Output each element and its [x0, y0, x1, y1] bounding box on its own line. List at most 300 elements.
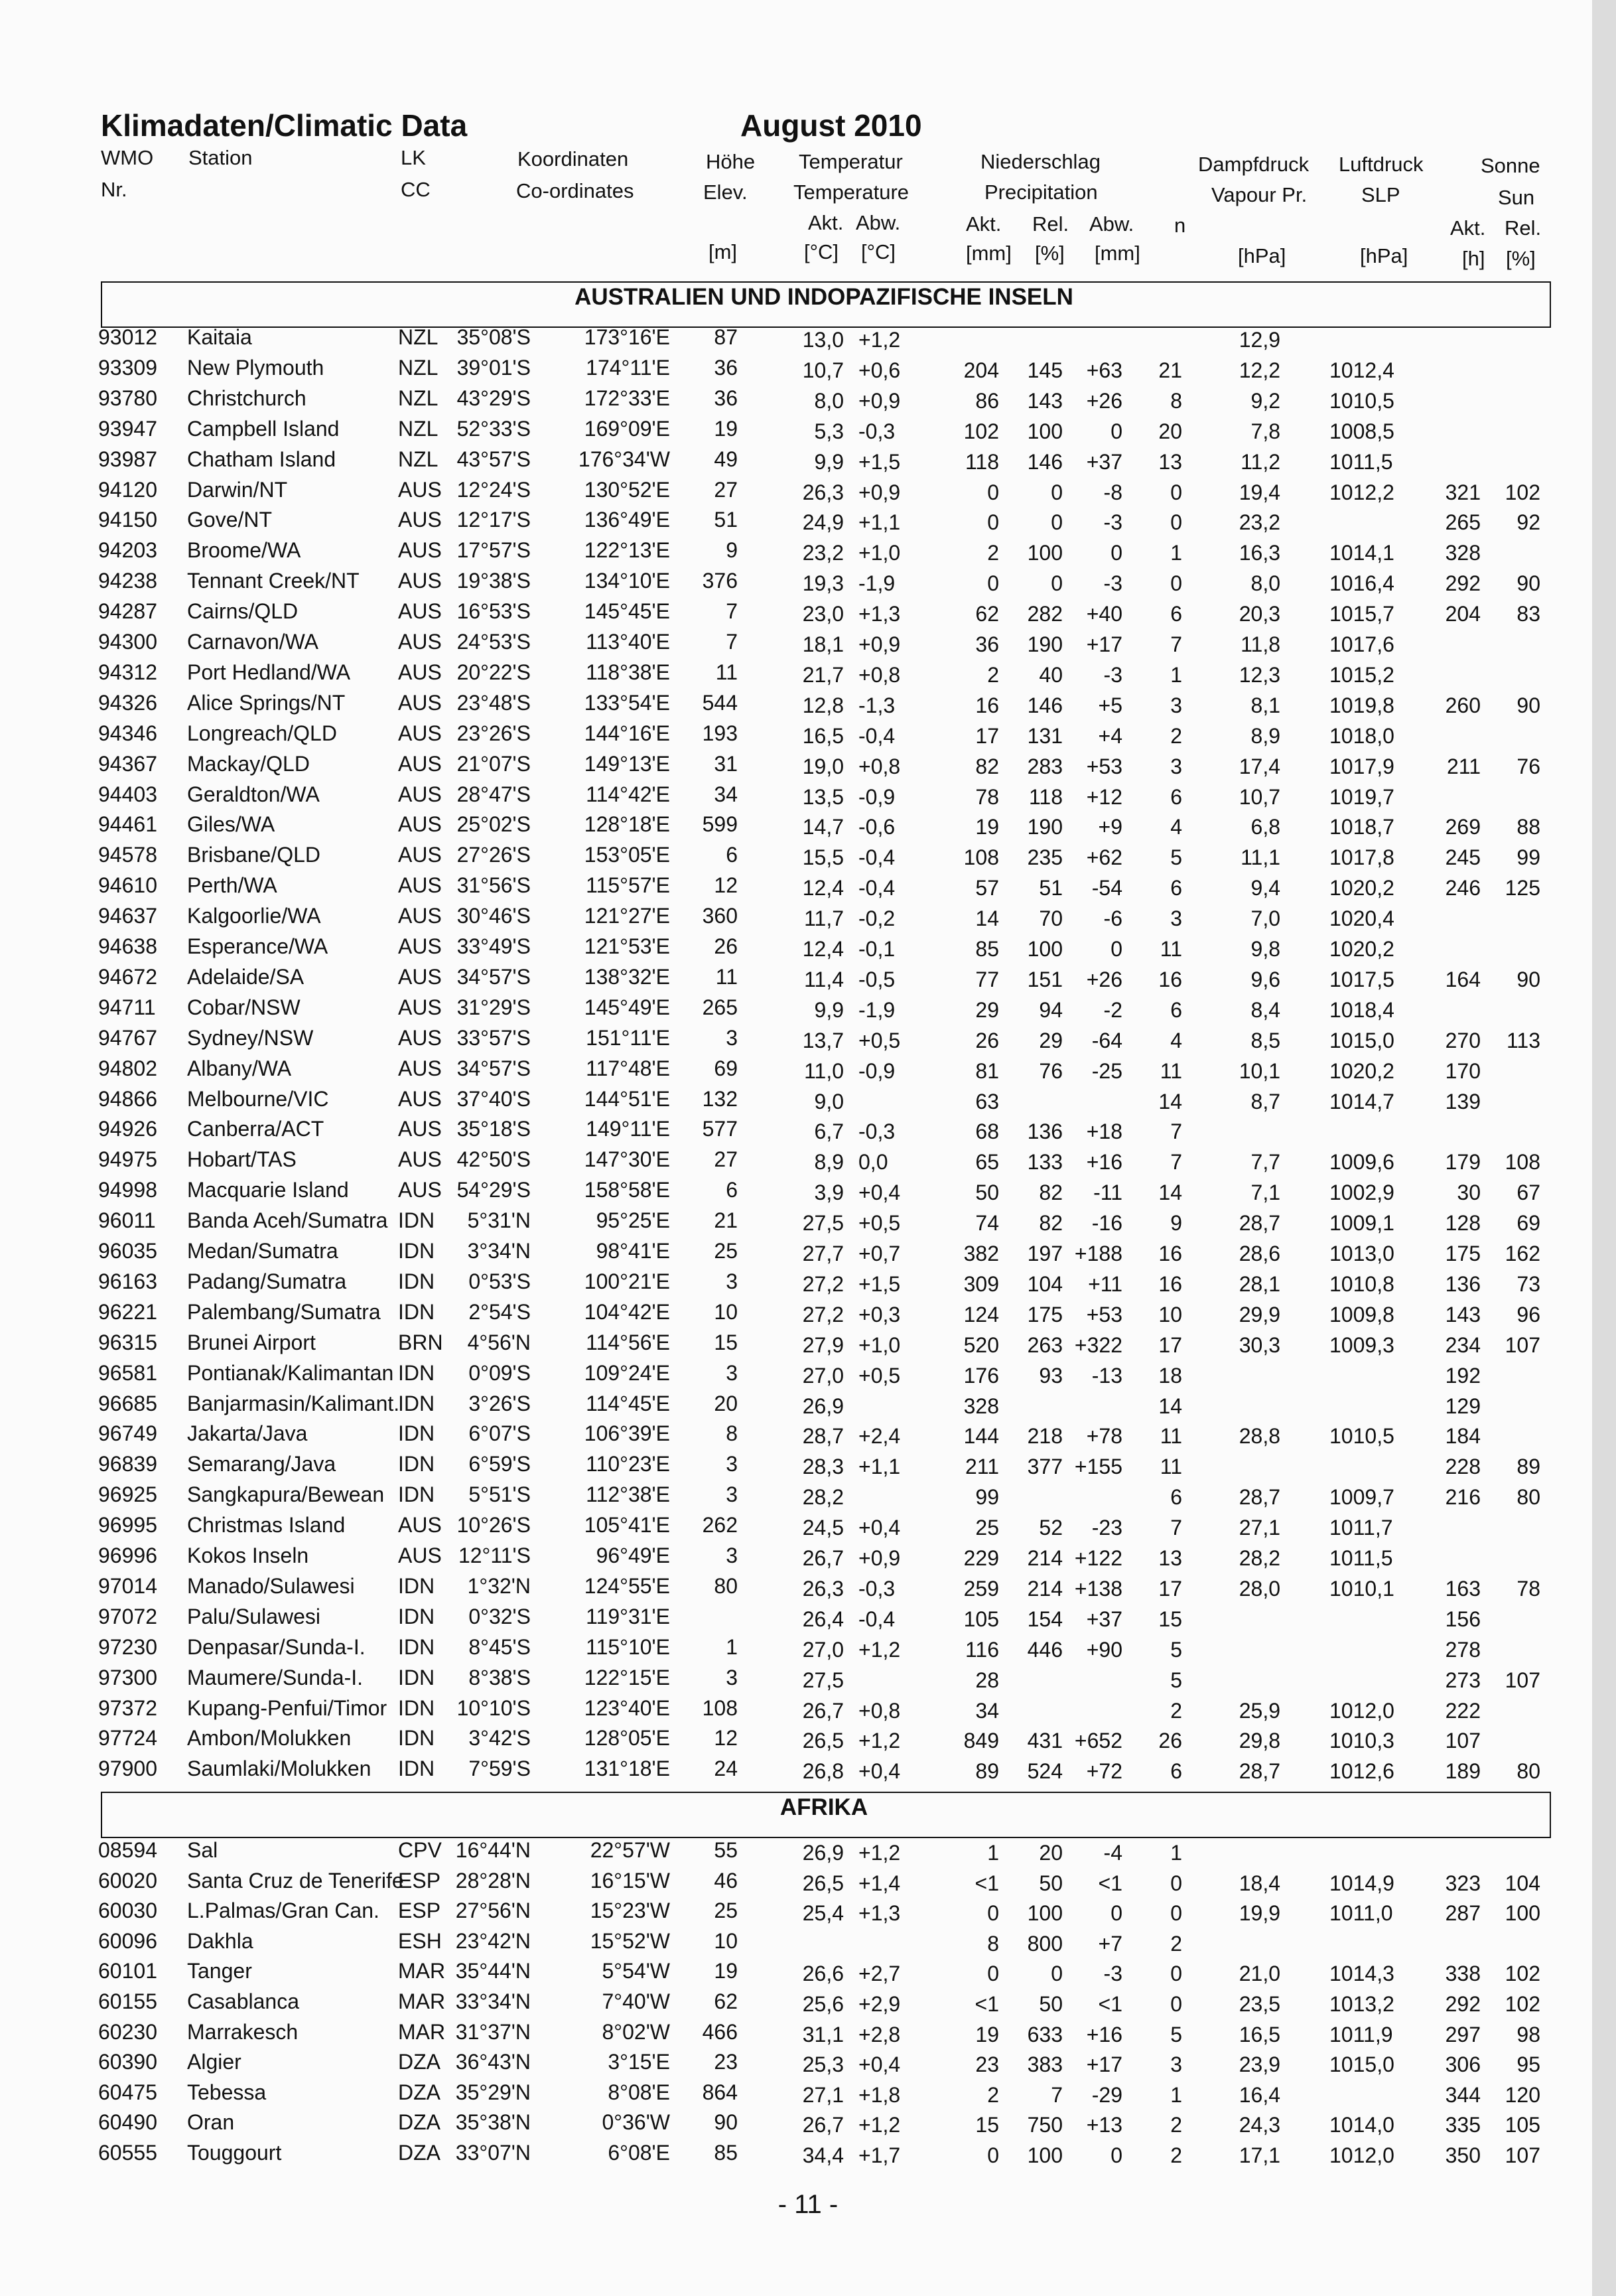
sea-level-pressure: 1014,0: [1329, 2113, 1394, 2137]
elevation: 36: [714, 386, 738, 410]
table-row: [0, 508, 1592, 538]
longitude: 7°40'W: [602, 1989, 670, 2013]
temp-mean: 26,9: [802, 1841, 844, 1865]
vapour-pressure: 23,5: [1239, 1992, 1280, 2016]
sea-level-pressure: 1017,6: [1329, 632, 1394, 656]
country-code: IDN: [398, 1299, 435, 1324]
station-name: Christmas Island: [187, 1513, 346, 1538]
station-name: Alice Springs/NT: [187, 690, 346, 715]
table-row: [0, 873, 1592, 904]
temp-deviation: +0,4: [858, 2052, 901, 2077]
temp-mean: 23,0: [802, 602, 844, 626]
wmo-number: 94150: [98, 508, 157, 532]
precip-relative: 263: [1027, 1332, 1063, 1357]
wmo-number: 96996: [98, 1543, 157, 1567]
temp-mean: 12,4: [802, 937, 844, 961]
precip-deviation: <1: [1098, 1871, 1122, 1895]
sea-level-pressure: 1002,9: [1329, 1181, 1394, 1205]
sunshine-hours: 179: [1445, 1150, 1481, 1175]
vapour-pressure: 21,0: [1239, 1962, 1280, 1986]
precip-relative: 175: [1027, 1302, 1063, 1327]
section-title: AFRIKA: [779, 1794, 868, 1820]
precip-total: 17: [975, 723, 999, 748]
vapour-pressure: 20,3: [1239, 602, 1280, 626]
wmo-number: 94672: [98, 964, 157, 989]
precip-relative: 100: [1027, 937, 1063, 961]
sunshine-hours: 189: [1445, 1759, 1481, 1784]
station-name: Palembang/Sumatra: [187, 1299, 381, 1324]
precip-days: 7: [1170, 1516, 1182, 1540]
latitude: 23°42'N: [455, 1928, 531, 1953]
country-code: ESP: [398, 1868, 441, 1893]
country-code: AUS: [398, 1086, 442, 1111]
temp-deviation: -0,1: [858, 937, 896, 961]
precip-relative: 800: [1027, 1931, 1063, 1956]
wmo-number: 97300: [98, 1665, 157, 1689]
sea-level-pressure: 1019,7: [1329, 784, 1394, 809]
latitude: 0°09'S: [468, 1360, 531, 1385]
sea-level-pressure: 1011,5: [1329, 1546, 1393, 1570]
section-header-africa: [101, 1792, 1551, 1838]
precip-deviation: +9: [1098, 815, 1122, 839]
precip-relative: 93: [1039, 1363, 1063, 1388]
country-code: IDN: [398, 1604, 435, 1628]
header-sun: Sun: [1498, 186, 1535, 209]
latitude: 3°26'S: [468, 1391, 531, 1415]
vapour-pressure: 24,3: [1239, 2113, 1280, 2137]
temp-deviation: +1,2: [858, 1841, 901, 1865]
precip-relative: 446: [1027, 1637, 1063, 1662]
precip-deviation: -2: [1103, 997, 1122, 1022]
temp-deviation: -0,3: [858, 1576, 896, 1601]
vapour-pressure: 28,6: [1239, 1242, 1280, 1265]
longitude: 3°15'E: [608, 2050, 670, 2074]
precip-total: 105: [963, 1607, 999, 1631]
sunshine-hours: 136: [1445, 1271, 1481, 1296]
precip-deviation: +322: [1074, 1332, 1122, 1357]
precip-deviation: -3: [1103, 510, 1122, 535]
sunshine-hours: 30: [1457, 1181, 1481, 1205]
temp-deviation: +1,2: [858, 328, 901, 352]
table-row: [0, 1300, 1592, 1330]
temp-deviation: +0,9: [858, 388, 901, 413]
precip-total: 382: [963, 1242, 999, 1265]
longitude: 6°08'E: [608, 2141, 670, 2165]
longitude: 123°40'E: [584, 1695, 670, 1720]
header-temp-unit: [°C]: [804, 240, 839, 263]
sea-level-pressure: 1020,2: [1329, 1058, 1394, 1083]
longitude: 124°55'E: [584, 1573, 670, 1598]
header-elev-unit: [m]: [708, 240, 738, 263]
precip-days: 6: [1170, 997, 1182, 1022]
precip-total: 99: [975, 1485, 999, 1510]
precip-relative: 146: [1027, 449, 1063, 474]
longitude: 98°41'E: [596, 1239, 670, 1263]
temp-mean: 5,3: [814, 419, 844, 443]
latitude: 43°29'S: [456, 386, 531, 410]
country-code: BRN: [398, 1330, 443, 1354]
precip-deviation: +26: [1086, 967, 1122, 991]
table-row: [0, 995, 1592, 1026]
temp-mean: 28,3: [802, 1455, 844, 1479]
sea-level-pressure: 1016,4: [1329, 571, 1394, 596]
precip-days: 13: [1158, 1546, 1182, 1570]
sunshine-hours: 164: [1445, 967, 1481, 991]
longitude: 8°08'E: [608, 2080, 670, 2104]
header-sun-rel-unit: [%]: [1506, 247, 1536, 270]
temp-mean: 12,4: [802, 876, 844, 900]
precip-deviation: +78: [1086, 1424, 1122, 1449]
table-row: [0, 1330, 1592, 1361]
header-prec-rel: Rel.: [1032, 212, 1069, 236]
wmo-number: 94711: [98, 995, 156, 1019]
temp-mean: 24,5: [802, 1516, 844, 1540]
sunshine-hours: 297: [1445, 2022, 1481, 2046]
sea-level-pressure: 1017,9: [1329, 754, 1394, 778]
longitude: 104°42'E: [584, 1299, 670, 1324]
temp-mean: 24,9: [802, 510, 844, 535]
elevation: 3: [726, 1543, 738, 1567]
vapour-pressure: 23,2: [1239, 510, 1280, 535]
precip-relative: 143: [1027, 388, 1063, 413]
temp-deviation: +1,4: [858, 1871, 901, 1895]
vapour-pressure: 28,7: [1239, 1211, 1280, 1236]
country-code: ESP: [398, 1899, 441, 1923]
precip-days: 2: [1170, 2143, 1182, 2167]
country-code: IDN: [398, 1695, 435, 1720]
temp-mean: 19,3: [802, 571, 844, 596]
longitude: 110°23'E: [586, 1452, 670, 1476]
sunshine-relative: 95: [1516, 2052, 1540, 2077]
station-name: Albany/WA: [187, 1056, 292, 1080]
station-name: Broome/WA: [187, 538, 301, 563]
sunshine-hours: 192: [1445, 1363, 1481, 1388]
longitude: 15°52'W: [590, 1928, 670, 1953]
latitude: 20°22'S: [456, 660, 531, 684]
precip-total: 0: [987, 2143, 999, 2167]
sunshine-relative: 69: [1516, 1211, 1540, 1236]
station-name: Darwin/NT: [187, 477, 288, 502]
precip-days: 14: [1158, 1394, 1182, 1418]
sunshine-hours: 216: [1445, 1485, 1481, 1510]
temp-deviation: +1,0: [858, 541, 901, 565]
vapour-pressure: 28,7: [1239, 1485, 1280, 1510]
precip-days: 3: [1170, 906, 1182, 931]
precip-total: 74: [975, 1211, 999, 1236]
longitude: 130°52'E: [584, 477, 670, 502]
precip-relative: 40: [1039, 662, 1063, 687]
temp-deviation: +0,4: [858, 1759, 901, 1784]
precip-relative: 51: [1039, 876, 1063, 900]
latitude: 31°29'S: [456, 995, 531, 1019]
sea-level-pressure: 1013,2: [1329, 1992, 1394, 2016]
precip-deviation: +652: [1074, 1729, 1122, 1753]
elevation: 10: [714, 1928, 738, 1953]
country-code: NZL: [398, 447, 438, 471]
station-name: Semarang/Java: [187, 1452, 336, 1476]
sunshine-relative: 96: [1516, 1302, 1540, 1327]
country-code: DZA: [398, 2050, 440, 2074]
wmo-number: 96749: [98, 1421, 157, 1446]
precip-relative: 524: [1027, 1759, 1063, 1784]
latitude: 25°02'S: [456, 812, 531, 837]
sunshine-relative: 76: [1516, 754, 1540, 778]
station-name: Tebessa: [187, 2080, 267, 2104]
precip-days: 5: [1170, 2022, 1182, 2046]
longitude: 113°40'E: [586, 630, 670, 654]
precip-days: 9: [1170, 1211, 1182, 1236]
elevation: 132: [702, 1086, 738, 1111]
sea-level-pressure: 1009,3: [1329, 1332, 1394, 1357]
wmo-number: 96581: [98, 1360, 157, 1385]
table-row: [0, 1178, 1592, 1208]
temp-mean: 28,7: [802, 1424, 844, 1449]
precip-total: 28: [975, 1668, 999, 1692]
temp-mean: 13,7: [802, 1028, 844, 1052]
latitude: 31°56'S: [456, 873, 531, 898]
precip-days: 1: [1170, 541, 1182, 565]
station-name: Brunei Airport: [187, 1330, 316, 1354]
station-name: Adelaide/SA: [187, 964, 304, 989]
station-name: Maumere/Sunda-I.: [187, 1665, 364, 1689]
elevation: 11: [715, 964, 738, 989]
latitude: 33°34'N: [455, 1989, 531, 2013]
station-name: Sal: [187, 1838, 218, 1862]
sunshine-relative: 102: [1505, 480, 1540, 504]
country-code: MAR: [398, 1989, 446, 2013]
latitude: 3°34'N: [467, 1239, 531, 1263]
elevation: 49: [714, 447, 738, 471]
header-prec-n: n: [1174, 214, 1186, 237]
sunshine-hours: 292: [1445, 571, 1481, 596]
sunshine-hours: 269: [1445, 815, 1481, 839]
temp-deviation: -0,9: [858, 1058, 896, 1083]
wmo-number: 94346: [98, 721, 157, 745]
temp-deviation: +0,5: [858, 1211, 901, 1236]
header-vapour-unit: [hPa]: [1238, 244, 1286, 267]
precip-total: 86: [975, 388, 999, 413]
station-name: Macquarie Island: [187, 1178, 349, 1202]
latitude: 37°40'S: [456, 1086, 531, 1111]
temp-deviation: -1,9: [858, 997, 896, 1022]
table-row: [0, 478, 1592, 508]
precip-days: 10: [1158, 1302, 1182, 1327]
country-code: AUS: [398, 538, 442, 563]
header-sun-rel: Rel.: [1505, 216, 1542, 240]
precip-deviation: -64: [1091, 1028, 1122, 1052]
precip-days: 2: [1170, 2113, 1182, 2137]
longitude: 131°18'E: [584, 1757, 670, 1781]
station-name: Campbell Island: [187, 416, 340, 441]
precip-days: 0: [1170, 1992, 1182, 2016]
vapour-pressure: 19,9: [1239, 1901, 1280, 1926]
precip-deviation: +62: [1086, 845, 1122, 870]
latitude: 8°38'S: [468, 1665, 531, 1689]
precip-deviation: +4: [1098, 723, 1122, 748]
vapour-pressure: 12,3: [1239, 662, 1280, 687]
vapour-pressure: 28,1: [1239, 1271, 1280, 1296]
temp-deviation: +1,2: [858, 2113, 901, 2137]
sunshine-hours: 204: [1445, 602, 1481, 626]
precip-relative: 0: [1051, 1962, 1063, 1986]
station-name: Geraldton/WA: [187, 782, 320, 806]
header-lk: LK: [401, 146, 426, 169]
sunshine-relative: 102: [1505, 1962, 1540, 1986]
precip-days: 5: [1170, 845, 1182, 870]
precip-total: 0: [987, 510, 999, 535]
precip-days: 3: [1170, 754, 1182, 778]
vapour-pressure: 9,8: [1250, 937, 1280, 961]
table-row: [0, 1929, 1592, 1960]
precip-days: 18: [1158, 1363, 1182, 1388]
sunshine-relative: 90: [1516, 967, 1540, 991]
latitude: 8°45'S: [468, 1634, 531, 1659]
sea-level-pressure: 1020,2: [1329, 876, 1394, 900]
sunshine-relative: 78: [1516, 1576, 1540, 1601]
sunshine-relative: 120: [1505, 2082, 1540, 2107]
sunshine-hours: 344: [1445, 2082, 1481, 2107]
sunshine-relative: 92: [1516, 510, 1540, 535]
wmo-number: 96035: [98, 1239, 157, 1263]
wmo-number: 97072: [98, 1604, 157, 1628]
latitude: 2°54'S: [468, 1299, 531, 1324]
precip-relative: 197: [1027, 1242, 1063, 1265]
precip-total: 144: [963, 1424, 999, 1449]
station-name: Algier: [187, 2050, 241, 2074]
longitude: 122°13'E: [584, 538, 670, 563]
latitude: 24°53'S: [456, 630, 531, 654]
table-row: [0, 1482, 1592, 1513]
elevation: 62: [714, 1989, 738, 2013]
sunshine-relative: 162: [1505, 1242, 1540, 1265]
table-row: [0, 782, 1592, 813]
latitude: 43°57'S: [456, 447, 531, 471]
temp-deviation: -0,3: [858, 1119, 896, 1144]
sea-level-pressure: 1014,1: [1329, 541, 1394, 565]
country-code: MAR: [398, 2019, 446, 2044]
elevation: 19: [714, 1959, 738, 1983]
country-code: AUS: [398, 1178, 442, 1202]
temp-mean: 13,5: [802, 784, 844, 809]
precip-deviation: -3: [1103, 662, 1122, 687]
sunshine-relative: 100: [1505, 1901, 1540, 1926]
wmo-number: 60555: [98, 2141, 157, 2165]
station-name: New Plymouth: [187, 355, 324, 380]
precip-relative: 104: [1027, 1271, 1063, 1296]
precip-days: 4: [1170, 815, 1182, 839]
temp-deviation: +2,7: [858, 1962, 901, 1986]
table-row: [0, 660, 1592, 691]
temp-mean: 26,7: [802, 1698, 844, 1723]
temp-mean: 27,2: [802, 1302, 844, 1327]
sunshine-relative: 104: [1505, 1871, 1540, 1895]
sunshine-relative: 80: [1516, 1485, 1540, 1510]
header-prec-akt: Akt.: [966, 212, 1002, 236]
sunshine-hours: 270: [1445, 1028, 1481, 1052]
table-row: [0, 1269, 1592, 1300]
station-name: Pontianak/Kalimantan: [187, 1360, 394, 1385]
latitude: 33°49'S: [456, 934, 531, 958]
wmo-number: 93947: [98, 416, 157, 441]
header-wmo: WMO: [101, 146, 154, 169]
precip-deviation: +155: [1074, 1455, 1122, 1479]
temp-mean: 34,4: [802, 2143, 844, 2167]
precip-relative: 20: [1039, 1841, 1063, 1865]
precip-total: 0: [987, 571, 999, 596]
elevation: 10: [714, 1299, 738, 1324]
sea-level-pressure: 1012,0: [1329, 2143, 1394, 2167]
elevation: 3: [726, 1360, 738, 1385]
country-code: AUS: [398, 660, 442, 684]
station-name: Christchurch: [187, 386, 306, 410]
longitude: 16°15'W: [590, 1868, 670, 1893]
vapour-pressure: 17,4: [1239, 754, 1280, 778]
elevation: 599: [702, 812, 738, 837]
country-code: IDN: [398, 1726, 435, 1751]
country-code: DZA: [398, 2141, 440, 2165]
sea-level-pressure: 1015,7: [1329, 602, 1394, 626]
temp-mean: 28,2: [802, 1485, 844, 1510]
sunshine-hours: 278: [1445, 1637, 1481, 1662]
precip-deviation: +63: [1086, 358, 1122, 382]
sunshine-relative: 107: [1505, 1332, 1540, 1357]
country-code: ESH: [398, 1928, 442, 1953]
elevation: 34: [714, 782, 738, 806]
sea-level-pressure: 1017,5: [1329, 967, 1394, 991]
latitude: 16°44'N: [455, 1838, 531, 1862]
precip-relative: 76: [1039, 1058, 1063, 1083]
wmo-number: 94403: [98, 782, 157, 806]
sunshine-hours: 338: [1445, 1962, 1481, 1986]
wmo-number: 96995: [98, 1513, 157, 1538]
wmo-number: 60230: [98, 2019, 157, 2044]
temp-mean: 3,9: [814, 1181, 844, 1205]
station-name: Tennant Creek/NT: [187, 569, 360, 593]
precip-deviation: +37: [1086, 1607, 1122, 1631]
elevation: 20: [714, 1391, 738, 1415]
precip-deviation: +40: [1086, 602, 1122, 626]
precip-days: 21: [1158, 358, 1182, 382]
sunshine-hours: 306: [1445, 2052, 1481, 2077]
temp-deviation: -0,4: [858, 876, 896, 900]
vapour-pressure: 8,7: [1250, 1089, 1280, 1113]
temp-deviation: +0,3: [858, 1302, 901, 1327]
table-row: [0, 417, 1592, 447]
station-name: Gove/NT: [187, 508, 273, 532]
station-name: Sydney/NSW: [187, 1025, 314, 1050]
sunshine-relative: 102: [1505, 1992, 1540, 2016]
temp-deviation: -0,9: [858, 784, 896, 809]
station-name: Kupang-Penfui/Timor: [187, 1695, 387, 1720]
wmo-number: 93309: [98, 355, 157, 380]
precip-relative: 283: [1027, 754, 1063, 778]
precip-days: 17: [1158, 1576, 1182, 1601]
station-name: Tanger: [187, 1959, 252, 1983]
longitude: 114°56'E: [586, 1330, 670, 1354]
longitude: 118°38'E: [586, 660, 670, 684]
precip-total: 89: [975, 1759, 999, 1784]
sunshine-relative: 113: [1506, 1028, 1540, 1052]
elevation: 7: [726, 630, 738, 654]
longitude: 112°38'E: [586, 1482, 670, 1507]
precip-deviation: +17: [1086, 2052, 1122, 2077]
elevation: 69: [714, 1056, 738, 1080]
precip-days: 3: [1170, 693, 1182, 717]
wmo-number: 60096: [98, 1928, 157, 1953]
wmo-number: 97230: [98, 1634, 157, 1659]
precip-relative: 100: [1027, 541, 1063, 565]
temp-mean: 26,9: [802, 1394, 844, 1418]
